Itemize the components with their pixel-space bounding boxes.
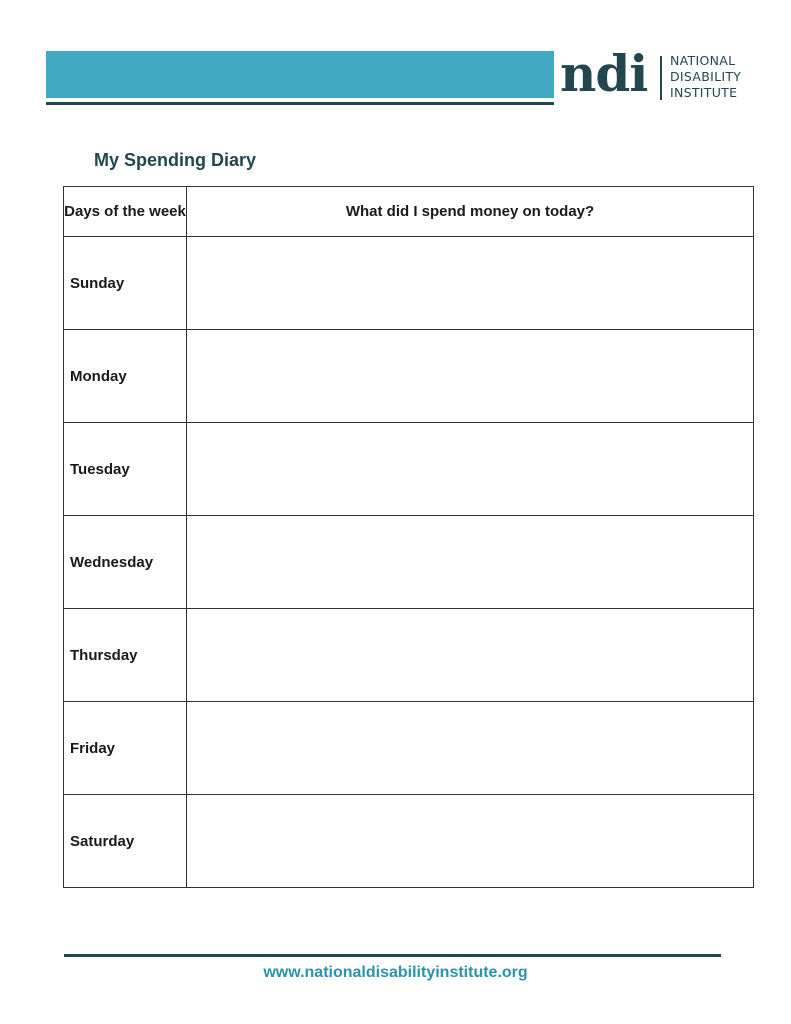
logo-line-1: NATIONAL [670,53,736,68]
logo-divider [660,56,662,100]
entry-cell-wednesday[interactable] [187,516,754,609]
day-label-monday: Monday [64,330,187,423]
table-header-row [64,187,754,237]
header-bar [46,51,554,98]
footer-rule [64,954,721,957]
entry-cell-tuesday[interactable] [187,423,754,516]
day-label-tuesday: Tuesday [64,423,187,516]
spending-diary-table [63,186,754,888]
footer-link[interactable]: www.nationaldisabilityinstitute.org [263,964,528,981]
table-row [64,609,754,702]
spending-column-header: What did I spend money on today? [187,187,754,237]
logo-text [670,53,741,101]
logo-letters: ndi [560,44,648,103]
day-label-sunday: Sunday [64,237,187,330]
table-row [64,795,754,888]
day-label-wednesday: Wednesday [64,516,187,609]
day-label-thursday: Thursday [64,609,187,702]
page-title: My Spending Diary [94,150,257,170]
ndi-logo [560,44,760,104]
entry-cell-saturday[interactable] [187,795,754,888]
entry-cell-monday[interactable] [187,330,754,423]
entry-cell-thursday[interactable] [187,609,754,702]
days-column-header: Days of the week [64,187,187,237]
table-row [64,237,754,330]
header-rule [46,102,554,105]
table-row [64,330,754,423]
entry-cell-friday[interactable] [187,702,754,795]
logo-line-2: DISABILITY [670,69,742,84]
day-label-saturday: Saturday [64,795,187,888]
table-row [64,423,754,516]
day-label-friday: Friday [64,702,187,795]
table-row [64,516,754,609]
table-row [64,702,754,795]
entry-cell-sunday[interactable] [187,237,754,330]
logo-line-3: INSTITUTE [670,85,738,100]
